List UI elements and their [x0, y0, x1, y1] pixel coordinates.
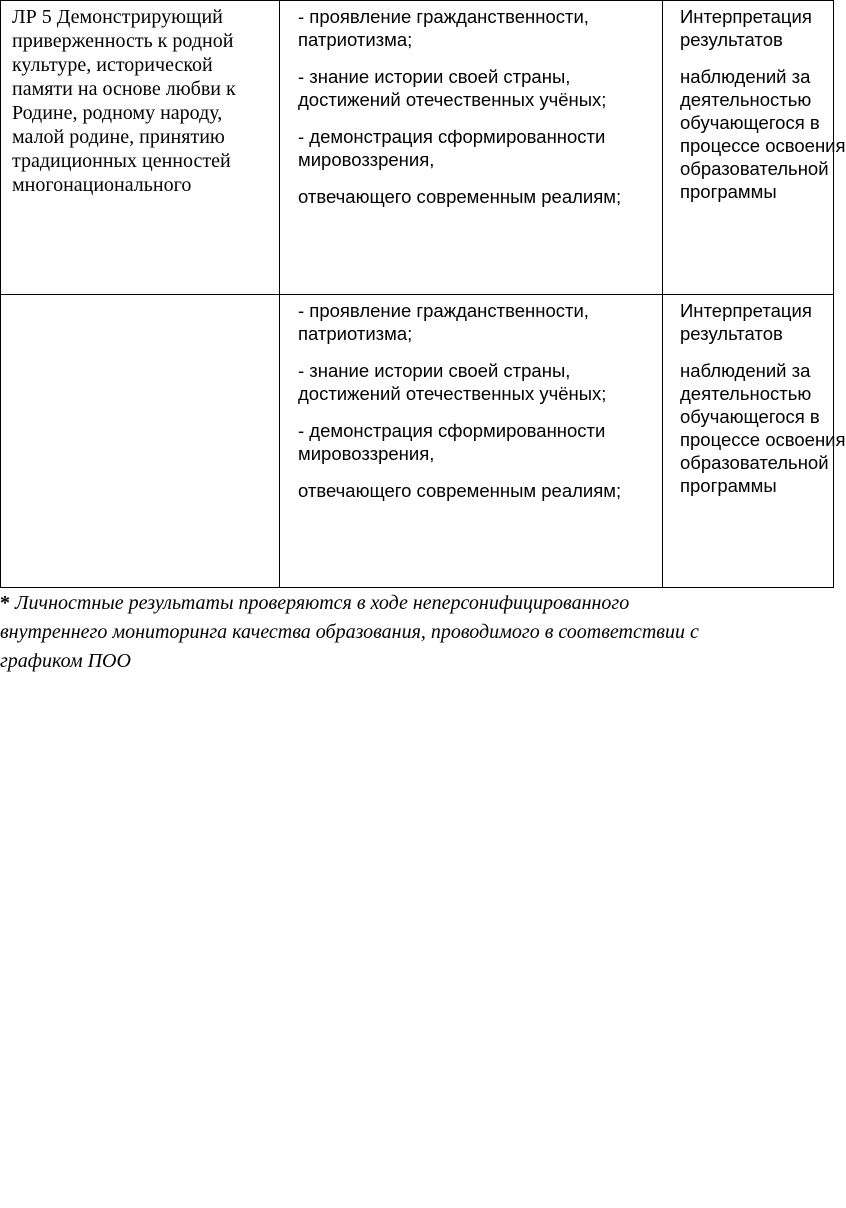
footnote-line: [0, 589, 816, 618]
footnote-line: графиком ПОО: [0, 650, 131, 672]
personal-result-text: [1, 295, 279, 299]
assessment-paragraph: [680, 65, 846, 203]
indicator-item: - демонстрация сформированности мировоззрения,: [298, 420, 606, 464]
indicator-item: - знание истории своей страны, достижений отечественных учёных;: [298, 66, 607, 110]
table-row: [1, 295, 834, 588]
table-cell-assessment: [663, 295, 846, 588]
indicators-list: [280, 295, 662, 502]
text-line: ЛР 5 Демонстрирующий: [12, 6, 223, 28]
text-line: результатов: [680, 323, 783, 344]
text-line: Родине, родному народу,: [12, 102, 223, 124]
text-line: Интерпретация: [680, 300, 812, 321]
text-line: традиционных ценностей: [12, 150, 231, 172]
table-cell-code: [1, 1, 280, 295]
assessment-paragraph: [680, 5, 833, 51]
assessment-text: [663, 295, 846, 497]
text-line: деятельностью: [680, 89, 812, 110]
text-line: малой родине, принятию: [12, 126, 225, 148]
text-line: процессе освоения: [680, 429, 846, 450]
indicator-item: отвечающего современным реалиям;: [298, 186, 622, 207]
text-line: приверженность к родной: [12, 30, 234, 52]
assessment-paragraph: [680, 359, 846, 497]
table-cell-indicators: [280, 295, 663, 588]
text-line: процессе освоения: [680, 135, 846, 156]
text-line: программы: [680, 475, 777, 496]
footnote-line: внутреннего мониторинга качества образования, проводимого в соответствии с: [0, 621, 699, 643]
indicator-item: - демонстрация сформированности мировоззрения,: [298, 126, 606, 170]
text-line: образовательной: [680, 452, 829, 473]
indicator-item: - знание истории своей страны, достижений отечественных учёных;: [298, 360, 607, 404]
indicator-item: отвечающего современным реалиям;: [298, 480, 622, 501]
table-cell-indicators: [280, 1, 663, 295]
table-cell-code: [1, 295, 280, 588]
text-line: обучающегося в: [680, 406, 820, 427]
indicator-item: - проявление гражданственности, патриотизма;: [298, 300, 589, 344]
footnote-marker: *: [0, 592, 10, 614]
table-cell-assessment: [663, 1, 846, 295]
assessment-paragraph: [680, 299, 833, 345]
text-line: многонационального: [12, 174, 192, 196]
text-line: программы: [680, 181, 777, 202]
text-line: обучающегося в: [680, 112, 820, 133]
assessment-text: [663, 1, 846, 203]
results-table: [0, 0, 846, 588]
table-row: [1, 1, 834, 295]
indicators-list: [280, 1, 662, 208]
text-line: памяти на основе любви к: [12, 78, 236, 100]
personal-result-text: [1, 1, 279, 197]
text-line: Интерпретация: [680, 6, 812, 27]
footnote-text: Личностные результаты проверяются в ходе неперсонифицированного: [15, 592, 630, 614]
text-line: наблюдений за: [680, 66, 811, 87]
text-line: деятельностью: [680, 383, 812, 404]
text-line: культуре, исторической: [12, 54, 213, 76]
text-line: образовательной: [680, 158, 829, 179]
text-line: результатов: [680, 29, 783, 50]
footnote: [0, 589, 816, 676]
text-line: наблюдений за: [680, 360, 811, 381]
indicator-item: - проявление гражданственности, патриотизма;: [298, 6, 589, 50]
